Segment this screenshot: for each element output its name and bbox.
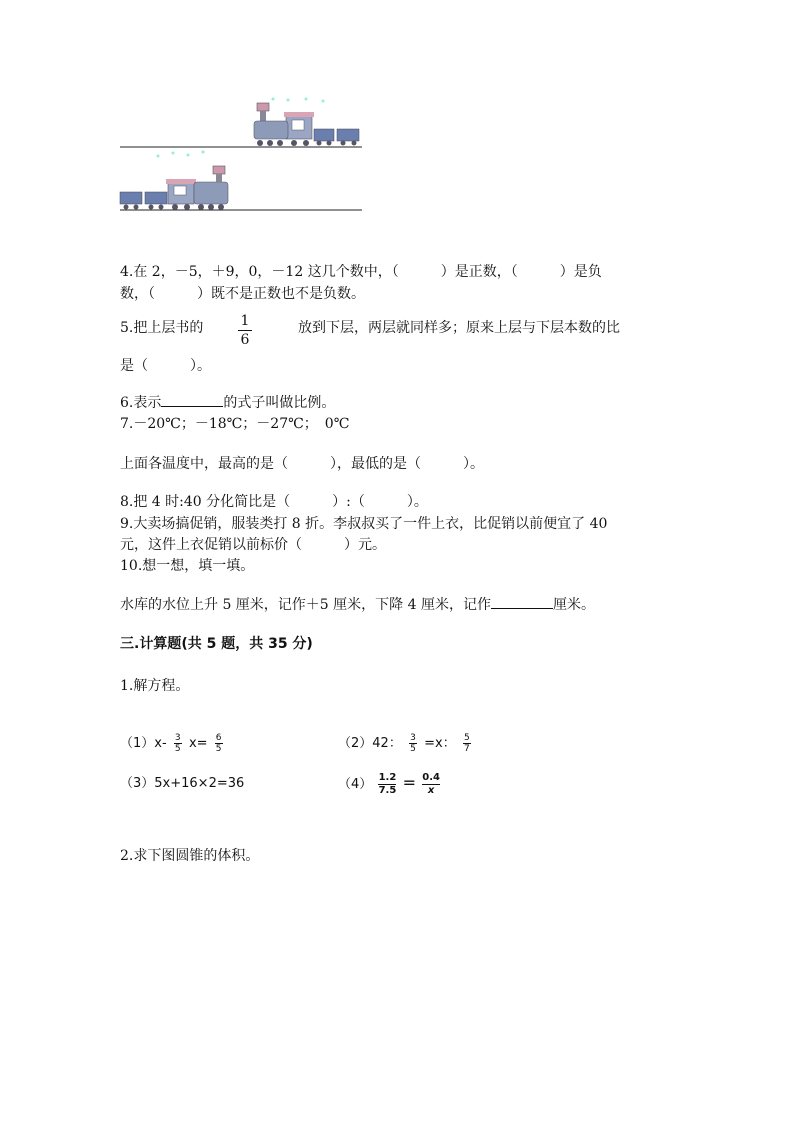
q5-part2: 放到下层，两层就同样多；原来上层与下层本数的比 xyxy=(298,320,620,336)
q5-line2: 是（ ）。 xyxy=(120,358,211,374)
q8-line: 8.把 4 时:40 分化简比是（ ）:（ ）。 xyxy=(120,494,428,510)
q5-frac-num: 1 xyxy=(240,313,250,329)
train-illustration-bottom xyxy=(118,150,364,214)
q5-fraction xyxy=(238,313,252,348)
q6-after: 的式子叫做比例。 xyxy=(223,395,336,411)
train-illustration-top xyxy=(118,95,364,151)
equation-3: （3）5x+16×2=36 xyxy=(120,776,245,791)
e4-frac1 xyxy=(378,772,396,797)
calc1-title: 1.解方程。 xyxy=(120,678,190,694)
section3-title: 三.计算题(共 5 题，共 35 分) xyxy=(120,636,313,652)
e2-frac1 xyxy=(409,733,417,754)
e1-f1-num: 3 xyxy=(174,733,181,743)
e1-f1-den: 5 xyxy=(174,744,181,754)
calc2-title: 2.求下图圆锥的体积。 xyxy=(120,848,260,864)
q10-title: 10.想一想，填一填。 xyxy=(120,558,255,574)
e4-f1-den: 7.5 xyxy=(378,785,397,796)
q6-blank xyxy=(161,392,223,407)
q6-before: 6.表示 xyxy=(120,395,162,411)
q5-frac-den: 6 xyxy=(240,332,250,348)
e4-eq: = xyxy=(402,773,416,792)
q10-before: 水库的水位上升 5 厘米，记作＋5 厘米，下降 4 厘米，记作 xyxy=(120,597,491,613)
q4-line1: 4.在 2，－5，＋9，0，－12 这几个数中，（ ）是正数，（ ）是负 xyxy=(120,264,602,280)
e1-mid: x= xyxy=(188,736,208,751)
equation-4 xyxy=(338,772,442,797)
q5-part1: 5.把上层书的 xyxy=(120,320,204,336)
e1-frac1 xyxy=(174,733,182,754)
e1-label: （1）x- xyxy=(120,736,167,751)
e2-frac2 xyxy=(463,733,471,754)
q10-after: 厘米。 xyxy=(552,597,595,613)
e2-f2-den: 7 xyxy=(463,744,470,754)
e2-f2-num: 5 xyxy=(463,733,470,743)
q9-line2: 元，这件上衣促销以前标价（ ）元。 xyxy=(120,537,386,553)
q7-line1: 7.－20℃；－18℃；－27℃； 0℃ xyxy=(120,416,350,432)
e1-f2-num: 6 xyxy=(215,733,222,743)
e1-f2-den: 5 xyxy=(215,744,222,754)
e4-frac2 xyxy=(422,772,440,797)
e4-f2-num: 0.4 xyxy=(422,772,440,783)
q7-line2: 上面各温度中，最高的是（ ），最低的是（ ）。 xyxy=(120,456,484,472)
e2-label: （2）42： xyxy=(338,736,402,751)
e2-f1-num: 3 xyxy=(410,733,416,743)
e1-frac2 xyxy=(215,733,223,754)
q4-line2: 数，（ ）既不是正数也不是负数。 xyxy=(120,286,365,302)
equation-2 xyxy=(338,733,474,755)
q10-line xyxy=(120,594,595,616)
e2-mid: =x： xyxy=(424,736,456,751)
e4-label: （4） xyxy=(338,777,373,792)
equation-1 xyxy=(120,733,226,755)
e4-f1-num: 1.2 xyxy=(378,772,397,783)
q9-line1: 9.大卖场搞促销，服装类打 8 折。李叔叔买了一件上衣，比促销以前便宜了 40 xyxy=(120,516,608,532)
e2-f1-den: 5 xyxy=(410,744,416,754)
q6-line xyxy=(120,392,335,414)
e4-f2-den: x xyxy=(427,785,435,796)
q10-blank xyxy=(491,594,553,609)
